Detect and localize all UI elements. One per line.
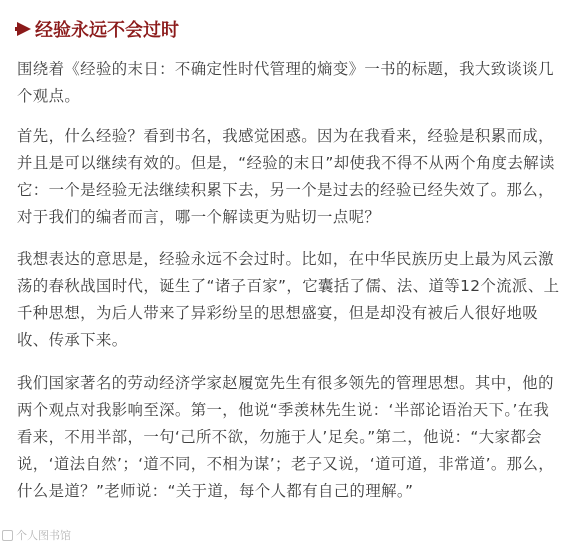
watermark-text: 个人图书馆 (16, 529, 71, 542)
watermark-logo-icon (2, 530, 13, 541)
watermark (2, 527, 71, 543)
section-heading-text: 经验永远不会过时 (35, 20, 179, 41)
section-heading (17, 16, 179, 42)
paragraph-experience-never-outdated: 我想表达的意思是，经验永远不会过时。比如，在中华民族历史上最为风云激荡的春秋战国时代，诞生了“诸子百家”，它囊括了儒、法、道等12个流派、上千种思想，为后人带来了异彩纷呈的思想盛宴，但是却没有被后人很好地吸收、传承下来。 (17, 250, 560, 349)
paragraph-zhao-lvkuan: 我们国家著名的劳动经济学家赵履宽先生有很多领先的管理思想。其中，他的两个观点对我影响至深。第一，他说“季羡林先生说：‘半部论语治天下。’在我看来，不用半部，一句‘己所不欲，勿施于人’足矣。”第二，他说：“大家都会说，‘道法自然’；‘道不同，不相为谋’；老子又说，‘道可道，非常道’。那么，什么是道？”老师说：“关于道，每个人都有自己的理解。” (17, 374, 555, 500)
paragraph-first-point: 首先，什么经验？看到书名，我感觉困惑。因为在我看来，经验是积累而成，并且是可以继续有效的。但是，“经验的末日”却使我不得不从两个角度去解读它：一个是经验无法继续积累下去，另一个是过去的经验已经失效了。那么，对于我们的编者而言，哪一个解读更为贴切一点呢？ (17, 127, 555, 226)
arrow-icon (17, 22, 31, 36)
paragraph-intro: 围绕着《经验的末日：不确定性时代管理的熵变》一书的标题，我大致谈谈几个观点。 (17, 60, 554, 105)
